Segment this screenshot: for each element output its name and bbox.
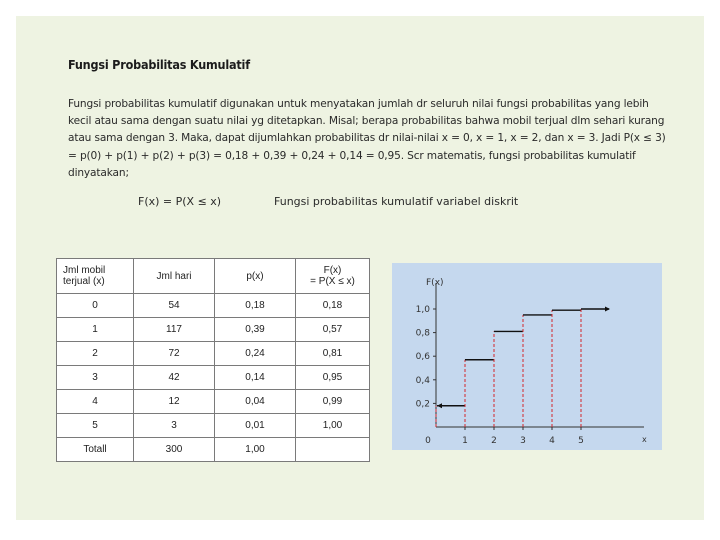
table-cell: 300 bbox=[134, 438, 215, 462]
y-tick-label: 0,4 bbox=[415, 375, 430, 386]
table-cell: 72 bbox=[134, 342, 215, 366]
table-cell: 0,01 bbox=[215, 414, 296, 438]
table-row bbox=[57, 414, 370, 438]
table-row bbox=[57, 390, 370, 414]
y-axis-label: F(x) bbox=[426, 278, 444, 288]
x-tick-label: 3 bbox=[520, 436, 526, 446]
table-cell: 1 bbox=[57, 318, 134, 342]
table-row bbox=[57, 366, 370, 390]
table-cell: 3 bbox=[57, 366, 134, 390]
table-cell: 0,14 bbox=[215, 366, 296, 390]
table-row bbox=[57, 294, 370, 318]
table-cell: 12 bbox=[134, 390, 215, 414]
header-px: p(x) bbox=[215, 259, 296, 294]
table-cell: 0,04 bbox=[215, 390, 296, 414]
table-cell: 54 bbox=[134, 294, 215, 318]
table-cell: 0,95 bbox=[296, 366, 370, 390]
table-cell: 1,00 bbox=[215, 438, 296, 462]
table-cell: 117 bbox=[134, 318, 215, 342]
table-cell: 0,81 bbox=[296, 342, 370, 366]
header-cars-sold: Jml mobil terjual (x) bbox=[57, 259, 134, 294]
table-cell: 4 bbox=[57, 390, 134, 414]
x-tick-label: 2 bbox=[491, 436, 497, 446]
table-cell bbox=[296, 438, 370, 462]
formula-description: Fungsi probabilitas kumulatif variabel diskrit bbox=[274, 195, 519, 208]
table-cell: 5 bbox=[57, 414, 134, 438]
table-cell: Totall bbox=[57, 438, 134, 462]
table-cell: 3 bbox=[134, 414, 215, 438]
table-row bbox=[57, 342, 370, 366]
y-tick-label: 1,0 bbox=[415, 305, 430, 315]
header-fx: F(x) = P(X ≤ x) bbox=[296, 259, 370, 294]
header-days: Jml hari bbox=[134, 259, 215, 294]
table-cell: 0 bbox=[57, 294, 134, 318]
cumulative-step-chart bbox=[392, 263, 662, 450]
table-cell: 0,39 bbox=[215, 318, 296, 342]
x-tick-label: 1 bbox=[462, 436, 468, 446]
table-header-row bbox=[57, 259, 370, 294]
chart-background bbox=[392, 263, 662, 450]
table-cell: 1,00 bbox=[296, 414, 370, 438]
page-title: Fungsi Probabilitas Kumulatif bbox=[68, 57, 250, 72]
y-tick-label: 0,6 bbox=[415, 352, 430, 363]
x-tick-label: 5 bbox=[578, 436, 584, 446]
table-cell: 0,24 bbox=[215, 342, 296, 366]
y-tick-label: 0,2 bbox=[415, 399, 430, 410]
x-axis-label: x bbox=[642, 435, 647, 444]
table-cell: 0,18 bbox=[296, 294, 370, 318]
body-paragraph: Fungsi probabilitas kumulatif digunakan untuk menyatakan jumlah dr seluruh nilai fungsi probabilitas yang lebih kecil atau sama dengan suatu nilai yg ditetapkan. Misal; berapa probabilitas bahwa mobil terjual dlm sehari kurang atau sama dengan 3. Maka, dapat dijumlahkan probabilitas dr nilai-nilai x = 0, x = 1, x = 2, dan x = 3. Jadi P(x ≤ 3) = p(0) + p(1) + p(2) + p(3) = 0,18 + 0,39 + 0,24 + 0,14 = 0,95. Scr matematis, fungsi probabilitas kumulatif dinyatakan; bbox=[68, 98, 666, 179]
table-cell: 0,57 bbox=[296, 318, 370, 342]
table-cell: 0,99 bbox=[296, 390, 370, 414]
y-tick-label: 0,8 bbox=[415, 328, 430, 339]
table-row bbox=[57, 318, 370, 342]
x-tick-label: 0 bbox=[425, 436, 431, 446]
formula: F(x) = P(X ≤ x) bbox=[138, 195, 222, 208]
x-tick-label: 4 bbox=[549, 436, 555, 446]
table-cell: 2 bbox=[57, 342, 134, 366]
table-cell: 42 bbox=[134, 366, 215, 390]
table-cell: 0,18 bbox=[215, 294, 296, 318]
probability-table bbox=[56, 258, 370, 462]
table-row bbox=[57, 438, 370, 462]
